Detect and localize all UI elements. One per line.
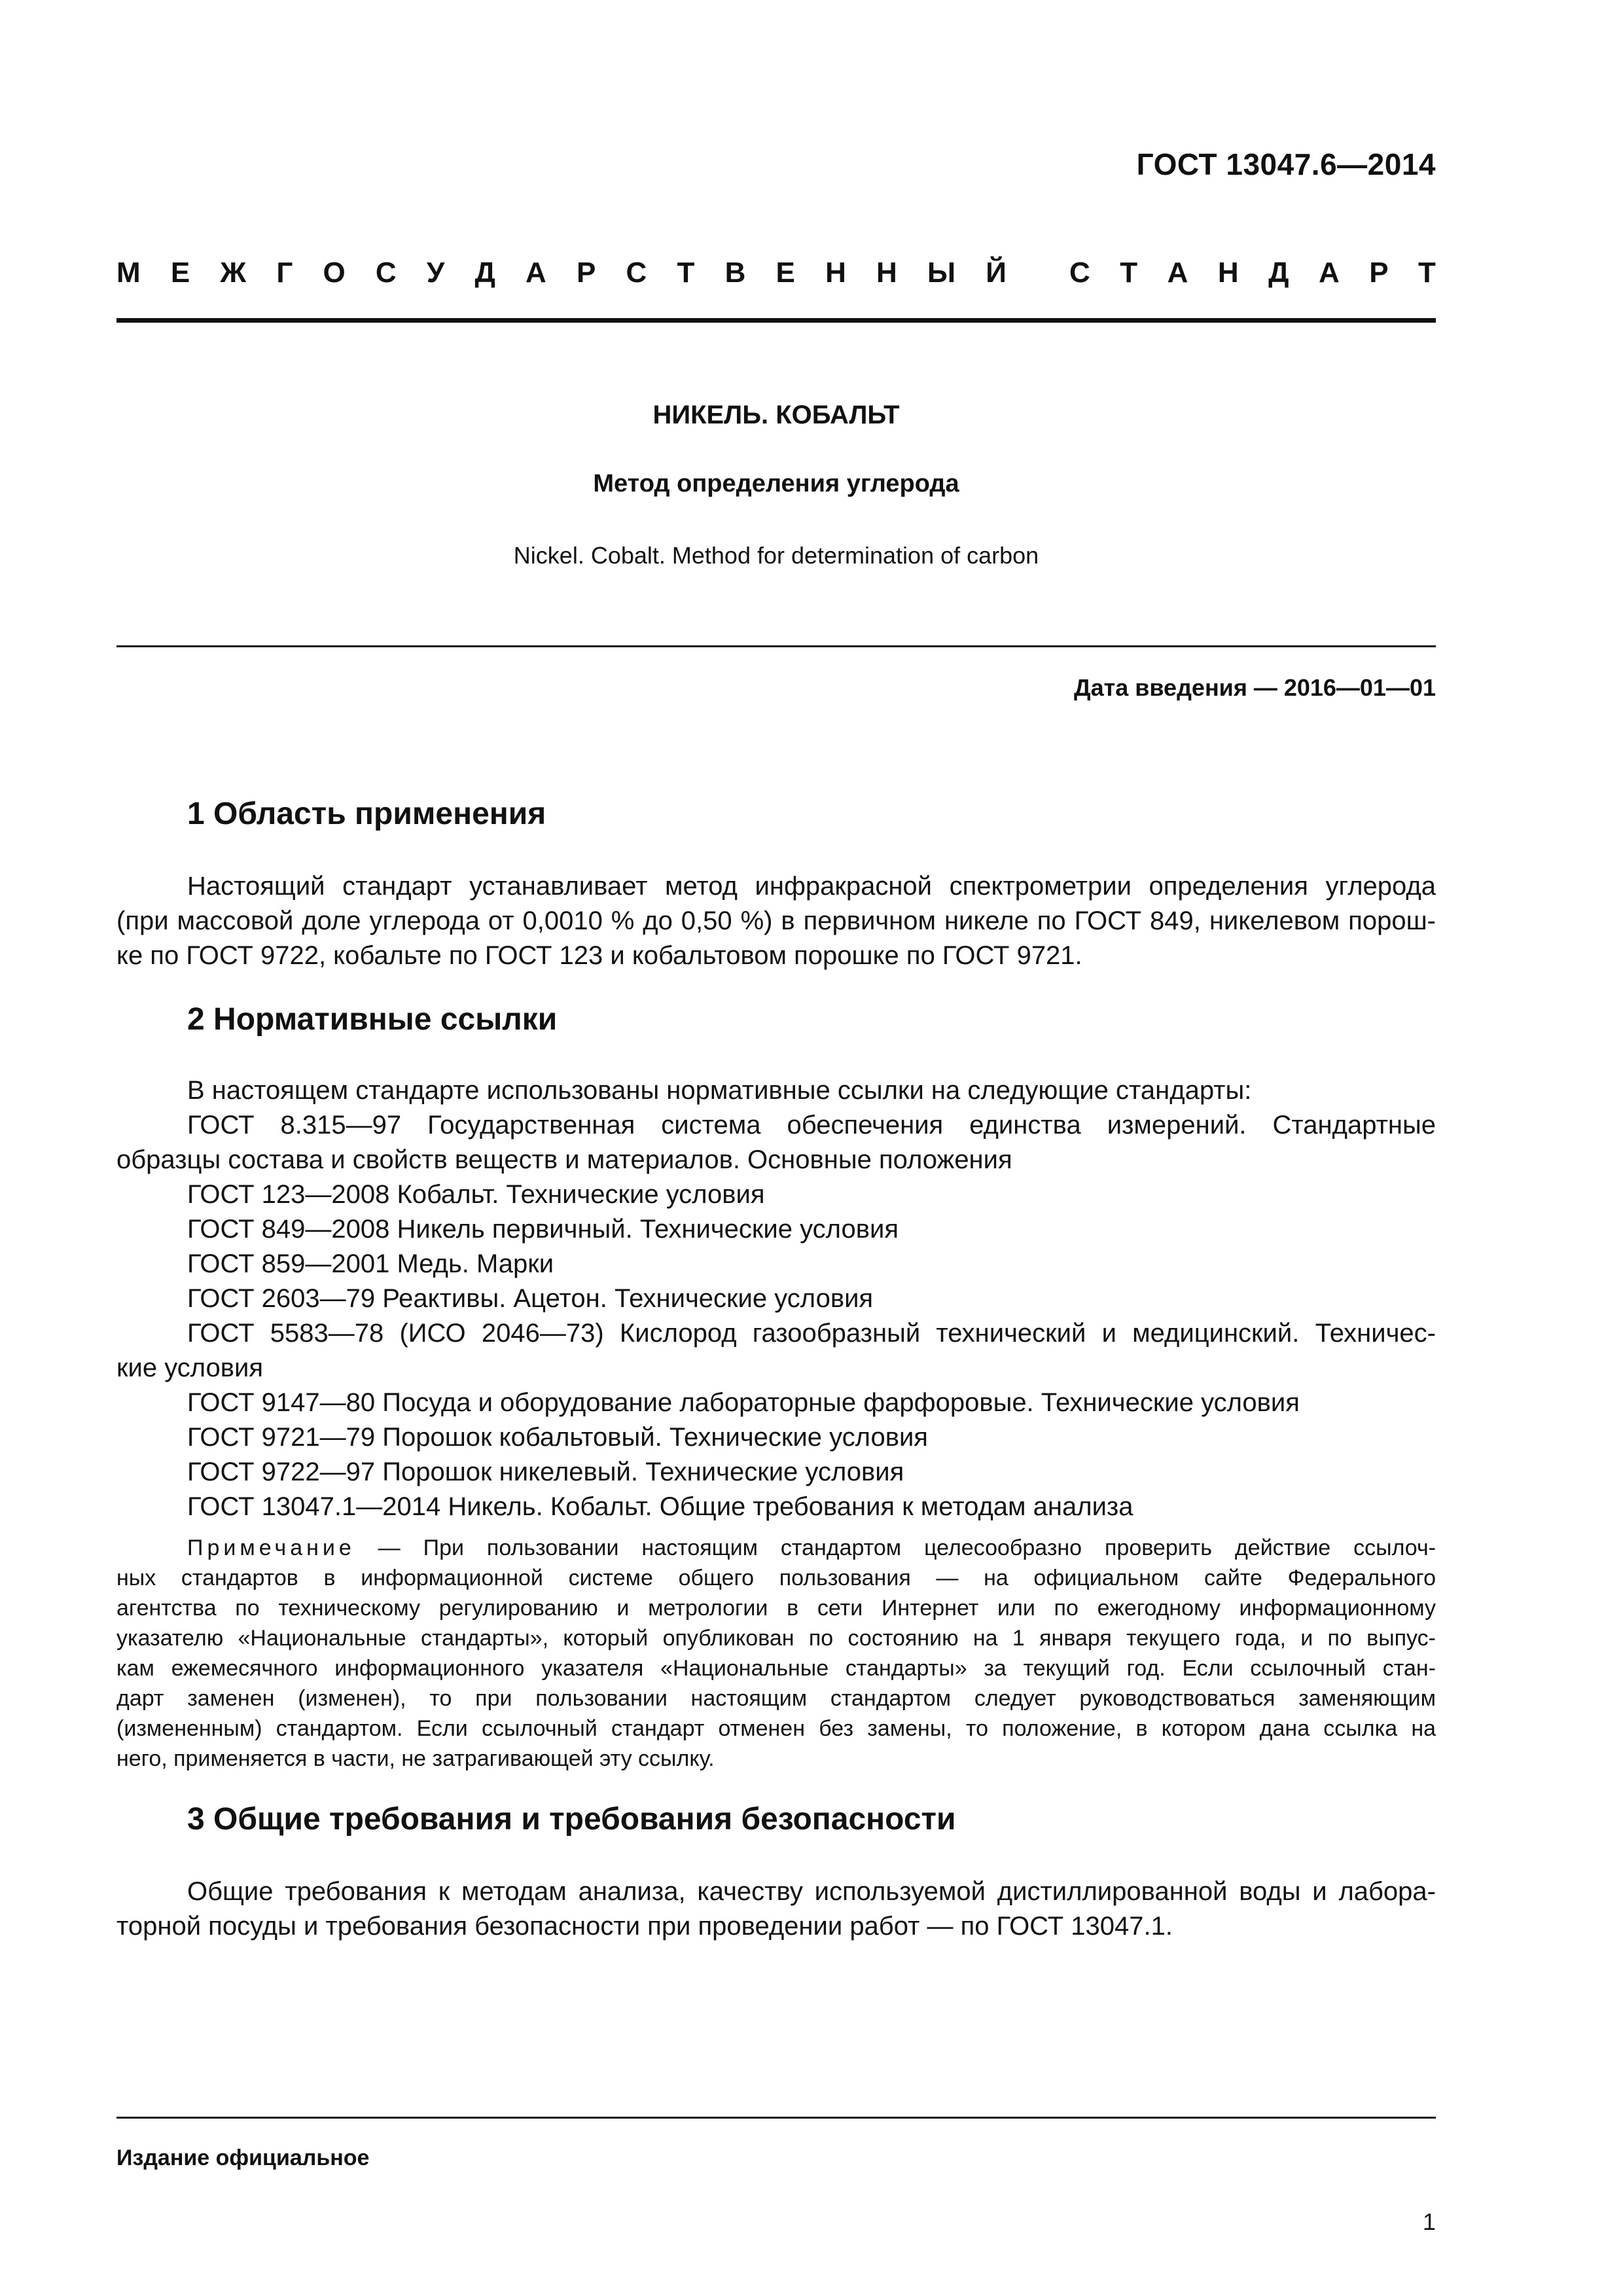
heading-letter: С xyxy=(1069,257,1090,289)
reference-item: ГОСТ 859—2001 Медь. Марки xyxy=(187,1249,554,1278)
note-label: Примечание xyxy=(187,1535,355,1560)
reference-item: кие условия xyxy=(116,1354,264,1382)
heading-letter: Т xyxy=(677,257,695,289)
heading-letter: Д xyxy=(474,257,495,289)
heading-letter: В xyxy=(724,257,746,289)
heading-letter: Г xyxy=(276,257,293,289)
reference-item: ГОСТ 9721—79 Порошок кобальтовый. Технические условия xyxy=(187,1423,928,1452)
reference-item: ГОСТ 13047.1—2014 Никель. Кобальт. Общие требования к методам анализа xyxy=(187,1492,1133,1521)
heading-letter: Т xyxy=(1120,257,1138,289)
note-line: него, применяется в части, не затрагивающей эту ссылку. xyxy=(116,1746,715,1771)
title-rule xyxy=(116,645,1436,647)
document-title-english: Nickel. Cobalt. Method for determination of carbon xyxy=(513,542,1039,569)
reference-item: ГОСТ 123—2008 Кобальт. Технические условия xyxy=(187,1180,765,1209)
heading-letter: Н xyxy=(876,257,897,289)
standard-number: ГОСТ 13047.6—2014 xyxy=(1136,147,1436,181)
heading-letter: Н xyxy=(825,257,846,289)
heading-letter: Р xyxy=(1369,257,1389,289)
heading-letter: Д xyxy=(1268,257,1289,289)
note-line: дарт заменен (изменен), то при пользовании настоящим стандартом следует руководствоваться заменяющим xyxy=(116,1686,1436,1711)
reference-item: ГОСТ 849—2008 Никель первичный. Технические условия xyxy=(187,1215,899,1244)
heading-letter: С xyxy=(626,257,647,289)
section-1-text xyxy=(116,869,1436,973)
page-number: 1 xyxy=(1422,2208,1436,2235)
document-title: НИКЕЛЬ. КОБАЛЬТ xyxy=(652,401,900,429)
section-2-refs xyxy=(116,1073,1436,1524)
reference-item: ГОСТ 9722—97 Порошок никелевый. Технические условия xyxy=(187,1458,904,1486)
heading-letter: Ы xyxy=(927,257,956,289)
note-line xyxy=(116,1533,1436,1563)
text-line: Настоящий стандарт устанавливает метод инфракрасной спектрометрии определения углерода xyxy=(187,872,1436,901)
interstate-standard-heading xyxy=(116,257,1436,289)
introduction-date: Дата введения — 2016—01—01 xyxy=(1073,674,1436,701)
text-line: торной посуды и требования безопасности при проведении работ — по ГОСТ 13047.1. xyxy=(116,1912,1173,1941)
section-3-text xyxy=(116,1874,1436,1944)
note-line: кам ежемесячного информационного указателя «Национальные стандарты» за текущий год. Если ссылочный стан- xyxy=(116,1656,1436,1681)
heading-letter: А xyxy=(1167,257,1188,289)
note-line: указателю «Национальные стандарты», который опубликован по состоянию на 1 января текущего года, и по выпус- xyxy=(116,1626,1436,1651)
section-3-heading: 3 Общие требования и требования безопасности xyxy=(187,1802,956,1837)
header-rule xyxy=(116,318,1436,323)
note-line: агентства по техническому регулированию и метрологии в сети Интернет или по ежегодному информационному xyxy=(116,1596,1436,1621)
reference-item: ГОСТ 5583—78 (ИСО 2046—73) Кислород газообразный технический и медицинский. Техничес- xyxy=(187,1319,1436,1348)
heading-letter: У xyxy=(426,257,445,289)
note-text: — При пользовании настоящим стандартом целесообразно проверить действие ссылоч- xyxy=(378,1535,1436,1560)
text-line: (при массовой доле углерода от 0,0010 % до 0,50 %) в первичном никеле по ГОСТ 849, никелевом порош- xyxy=(116,906,1436,935)
reference-item: ГОСТ 8.315—97 Государственная система обеспечения единства измерений. Стандартные xyxy=(187,1111,1436,1139)
heading-letter: Й xyxy=(986,257,1007,289)
note-line: ных стандартов в информационной системе общего пользования — на официальном сайте Федерального xyxy=(116,1566,1436,1590)
heading-letter: Ж xyxy=(220,257,247,289)
heading-letter: Т xyxy=(1418,257,1436,289)
footer-rule xyxy=(116,2117,1436,2119)
heading-letter: С xyxy=(375,257,397,289)
heading-letter: О xyxy=(323,257,346,289)
heading-letter: М xyxy=(116,257,141,289)
note-block xyxy=(116,1533,1436,1774)
heading-letter: Н xyxy=(1217,257,1239,289)
official-edition-label: Издание официальное xyxy=(116,2145,370,2170)
document-subtitle: Метод определения углерода xyxy=(593,470,959,497)
heading-letter: Е xyxy=(170,257,190,289)
heading-letter: Е xyxy=(776,257,795,289)
heading-letter: А xyxy=(1318,257,1340,289)
text-line: ке по ГОСТ 9722, кобальте по ГОСТ 123 и кобальтовом порошке по ГОСТ 9721. xyxy=(116,941,1082,970)
text-line: Общие требования к методам анализа, качеству используемой дистиллированной воды и лабора- xyxy=(187,1877,1436,1906)
reference-item: ГОСТ 2603—79 Реактивы. Ацетон. Технические условия xyxy=(187,1284,874,1313)
reference-item: ГОСТ 9147—80 Посуда и оборудование лабораторные фарфоровые. Технические условия xyxy=(187,1388,1300,1417)
interstate-word-1 xyxy=(116,257,1007,289)
heading-letter: А xyxy=(526,257,546,289)
section-2-heading: 2 Нормативные ссылки xyxy=(187,1002,558,1037)
note-line: (измененным) стандартом. Если ссылочный стандарт отменен без замены, то положение, в котором дана ссылка на xyxy=(116,1716,1436,1741)
interstate-word-2 xyxy=(1069,257,1436,289)
text-line: В настоящем стандарте использованы нормативные ссылки на следующие стандарты: xyxy=(187,1076,1252,1105)
heading-letter: Р xyxy=(576,257,596,289)
reference-item: образцы состава и свойств веществ и материалов. Основные положения xyxy=(116,1145,1012,1174)
section-1-heading: 1 Область применения xyxy=(187,797,546,831)
